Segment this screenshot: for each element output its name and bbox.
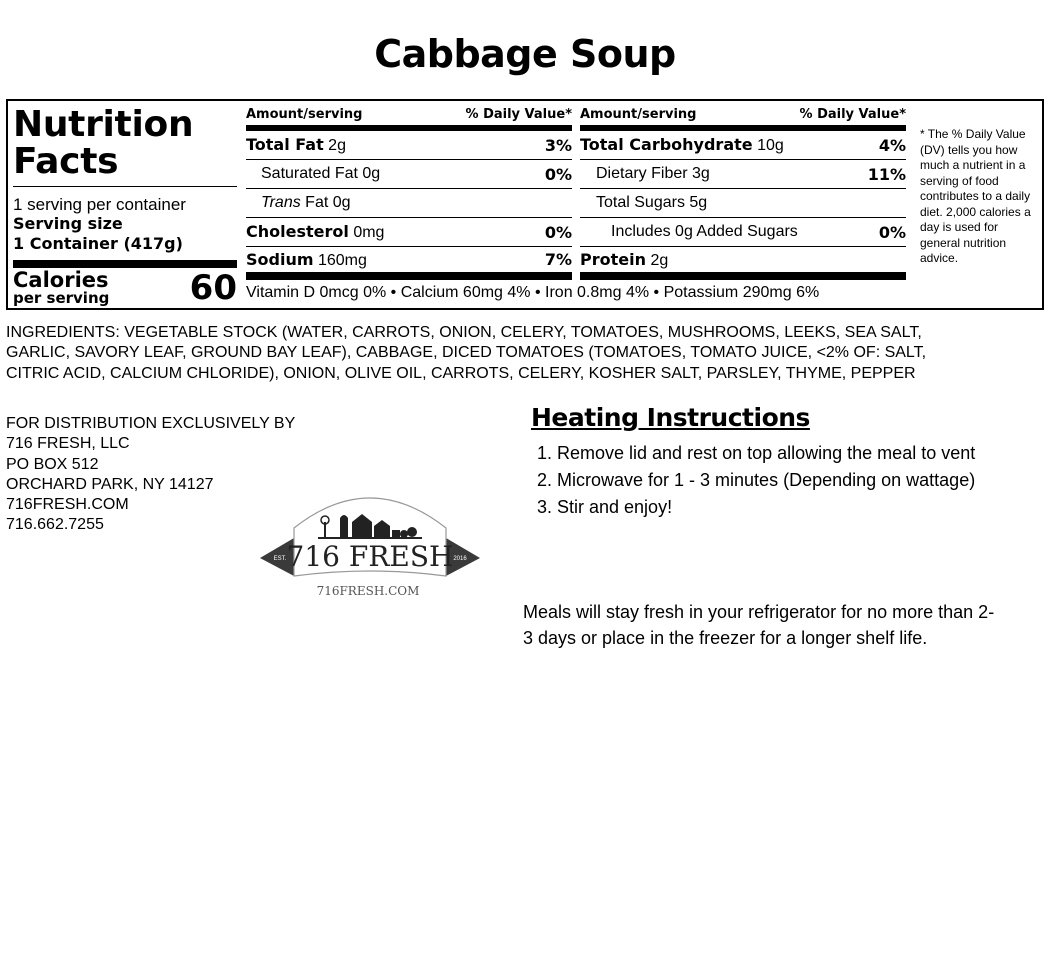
nutrient-row-total-fat — [246, 131, 572, 160]
nutrient-name-italic: Trans — [261, 194, 301, 211]
logo-year: 2016 — [453, 556, 467, 562]
nutrition-heading — [13, 106, 237, 180]
brand-logo — [258, 488, 482, 602]
nutrient-row-total-carbohydrate — [580, 131, 906, 160]
nutrient-name: Protein — [580, 249, 646, 269]
nutrient-name: Sodium — [246, 249, 314, 269]
nutrient-amount: 2g — [328, 137, 346, 154]
step-text: Microwave for 1 - 3 minutes (Depending on wattage) — [557, 470, 976, 490]
distributor-info — [6, 414, 295, 536]
heating-steps — [537, 440, 977, 521]
divider — [13, 186, 237, 187]
dv-header: % Daily Value* — [465, 107, 572, 122]
calories-label: Calories — [13, 268, 109, 292]
logo-url: 716FRESH.COM — [316, 584, 420, 598]
nutrition-summary — [13, 101, 237, 308]
nutrient-name: Includes 0g Added Sugars — [611, 223, 798, 240]
amount-header: Amount/serving — [580, 107, 697, 122]
nutrient-amount: 2g — [650, 251, 669, 269]
nutrient-name: Dietary Fiber 3g — [596, 165, 710, 182]
nutrient-row-protein — [580, 247, 906, 280]
distributor-line: FOR DISTRIBUTION EXCLUSIVELY BY — [6, 415, 296, 432]
nutrient-name: Total Sugars 5g — [596, 194, 708, 211]
logo-wordmark: 716 FRESH — [286, 540, 454, 573]
nutrient-dv: 4% — [878, 135, 906, 155]
nutrition-facts-panel — [6, 99, 1044, 310]
nutrient-name: Total Fat — [246, 135, 324, 154]
nutrient-row-saturated-fat — [246, 160, 572, 189]
amount-header: Amount/serving — [246, 107, 363, 122]
nutrient-row-trans-fat — [246, 189, 572, 218]
nutrient-amount: 0mg — [353, 224, 385, 241]
calories-value: 60 — [189, 268, 237, 308]
nutrient-name: Total Carbohydrate — [580, 135, 753, 154]
calories-sub-label: per serving — [13, 289, 110, 307]
distributor-city: ORCHARD PARK, NY 14127 — [6, 475, 214, 493]
product-title: Cabbage Soup — [374, 32, 676, 76]
distributor-website: 716FRESH.COM — [6, 496, 129, 514]
distributor-address: PO BOX 512 — [6, 455, 99, 473]
serving-size-label: Serving size — [13, 214, 123, 233]
ingredients-line: CITRIC ACID, CALCIUM CHLORIDE), ONION, OLIVE OIL, CARROTS, CELERY, KOSHER SALT, PARSLEY, THYME, PEPPER — [6, 364, 916, 382]
divider-thick — [13, 260, 237, 268]
daily-value-footnote: * The % Daily Value (DV) tells you how much a nutrient in a serving of food contributes to a daily diet. 2,000 calories a day is used for general nutrition advice. — [920, 127, 1031, 265]
nutrition-heading-line2: Facts — [13, 141, 119, 182]
column-header — [246, 107, 572, 131]
distributor-name: 716 FRESH, LLC — [6, 435, 130, 453]
servings-per-container: 1 serving per container — [13, 195, 186, 214]
calories-row — [13, 268, 237, 312]
nutrient-dv: 11% — [867, 164, 906, 184]
nutrient-dv: 0% — [544, 222, 572, 242]
heating-step — [537, 467, 977, 493]
heating-step — [537, 494, 977, 520]
nutrient-dv: 7% — [544, 250, 572, 269]
logo-est: EST. — [273, 556, 287, 562]
nutrient-name: Fat 0g — [305, 194, 351, 211]
nutrient-row-dietary-fiber — [580, 160, 906, 189]
ingredients-line: INGREDIENTS: VEGETABLE STOCK (WATER, CARROTS, ONION, CELERY, TOMATOES, MUSHROOMS, LEEKS, SEA SALT, — [6, 324, 922, 341]
step-text: Stir and enjoy! — [557, 497, 673, 517]
heating-instructions-title: Heating Instructions — [531, 403, 810, 432]
heating-step — [537, 440, 977, 466]
nutrient-name: Cholesterol — [246, 222, 349, 241]
dv-header: % Daily Value* — [799, 107, 906, 122]
nutrient-row-sodium — [246, 247, 572, 280]
vitamins-minerals: Vitamin D 0mcg 0% • Calcium 60mg 4% • Iron 0.8mg 4% • Potassium 290mg 6% — [246, 284, 820, 301]
nutrient-column-left — [246, 107, 572, 280]
nutrient-name: Saturated Fat 0g — [261, 165, 381, 182]
nutrient-amount: 10g — [757, 137, 784, 154]
nutrient-row-cholesterol — [246, 218, 572, 247]
nutrient-amount: 160mg — [317, 251, 367, 269]
nutrient-column-right — [580, 107, 906, 280]
ingredients-list — [6, 323, 1046, 384]
nutrient-row-added-sugars — [580, 218, 906, 247]
step-text: Remove lid and rest on top allowing the meal to vent — [557, 443, 976, 463]
nutrient-dv: 3% — [544, 135, 572, 155]
step-number: 3. — [537, 497, 553, 517]
step-number: 1. — [537, 443, 553, 463]
nutrient-row-total-sugars — [580, 189, 906, 218]
nutrient-dv: 0% — [544, 164, 572, 184]
step-number: 2. — [537, 470, 553, 490]
distributor-phone: 716.662.7255 — [6, 516, 104, 534]
column-header — [580, 107, 906, 131]
nutrition-heading-line1: Nutrition — [13, 104, 194, 145]
ingredients-line: GARLIC, SAVORY LEAF, GROUND BAY LEAF), CABBAGE, DICED TOMATOES (TOMATOES, TOMATO JUICE, <2% OF: SALT, — [6, 344, 927, 362]
serving-size-value: 1 Container (417g) — [13, 234, 183, 253]
storage-note: Meals will stay fresh in your refrigerator for no more than 2-3 days or place in the freezer for a longer shelf life. — [523, 602, 995, 648]
nutrient-dv: 0% — [878, 222, 906, 242]
